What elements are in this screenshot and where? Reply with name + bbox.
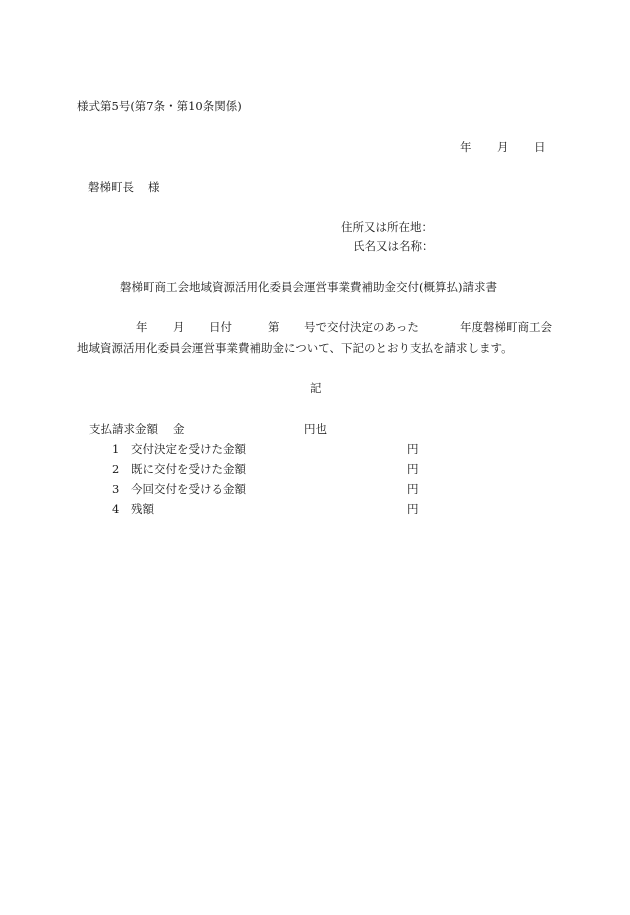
item-unit: 円 bbox=[407, 442, 419, 456]
form-number: 様式第5号(第7条・第10条関係) bbox=[77, 99, 242, 113]
body-nendo: 年度磐梯町商工会 bbox=[460, 320, 552, 334]
body-line-2: 地域資源活用化委員会運営事業費補助金について、下記のとおり支払を請求します。 bbox=[77, 341, 513, 355]
item-number: 3 bbox=[112, 482, 120, 496]
body-decision: 号で交付決定のあった bbox=[304, 320, 419, 334]
addressee-name: 磐梯町長 bbox=[88, 180, 134, 194]
item-number: 2 bbox=[112, 462, 120, 476]
date-month-label: 月 bbox=[497, 140, 509, 154]
name-label: 氏名又は名称： bbox=[353, 239, 434, 253]
item-number: 1 bbox=[112, 442, 120, 456]
item-unit: 円 bbox=[407, 482, 419, 496]
ki-heading: 記 bbox=[310, 381, 322, 395]
payment-label: 支払請求金額 bbox=[89, 422, 158, 436]
body-dai: 第 bbox=[268, 320, 280, 334]
address-label: 住所又は所在地： bbox=[341, 220, 433, 234]
item-unit: 円 bbox=[407, 502, 419, 516]
item-label: 交付決定を受けた金額 bbox=[131, 442, 246, 456]
item-label: 既に交付を受けた金額 bbox=[131, 462, 246, 476]
addressee-honorific: 様 bbox=[148, 180, 160, 194]
body-day-ref: 日付 bbox=[209, 320, 232, 334]
item-number: 4 bbox=[112, 502, 120, 516]
body-year: 年 bbox=[136, 320, 148, 334]
item-unit: 円 bbox=[407, 462, 419, 476]
item-label: 今回交付を受ける金額 bbox=[131, 482, 246, 496]
date-day-label: 日 bbox=[534, 140, 546, 154]
document-title: 磐梯町商工会地域資源活用化委員会運営事業費補助金交付(概算払)請求書 bbox=[120, 280, 497, 294]
item-label: 残額 bbox=[131, 502, 154, 516]
payment-kin: 金 bbox=[173, 422, 185, 436]
body-month: 月 bbox=[173, 320, 185, 334]
date-year-label: 年 bbox=[460, 140, 472, 154]
payment-unit: 円也 bbox=[304, 422, 327, 436]
